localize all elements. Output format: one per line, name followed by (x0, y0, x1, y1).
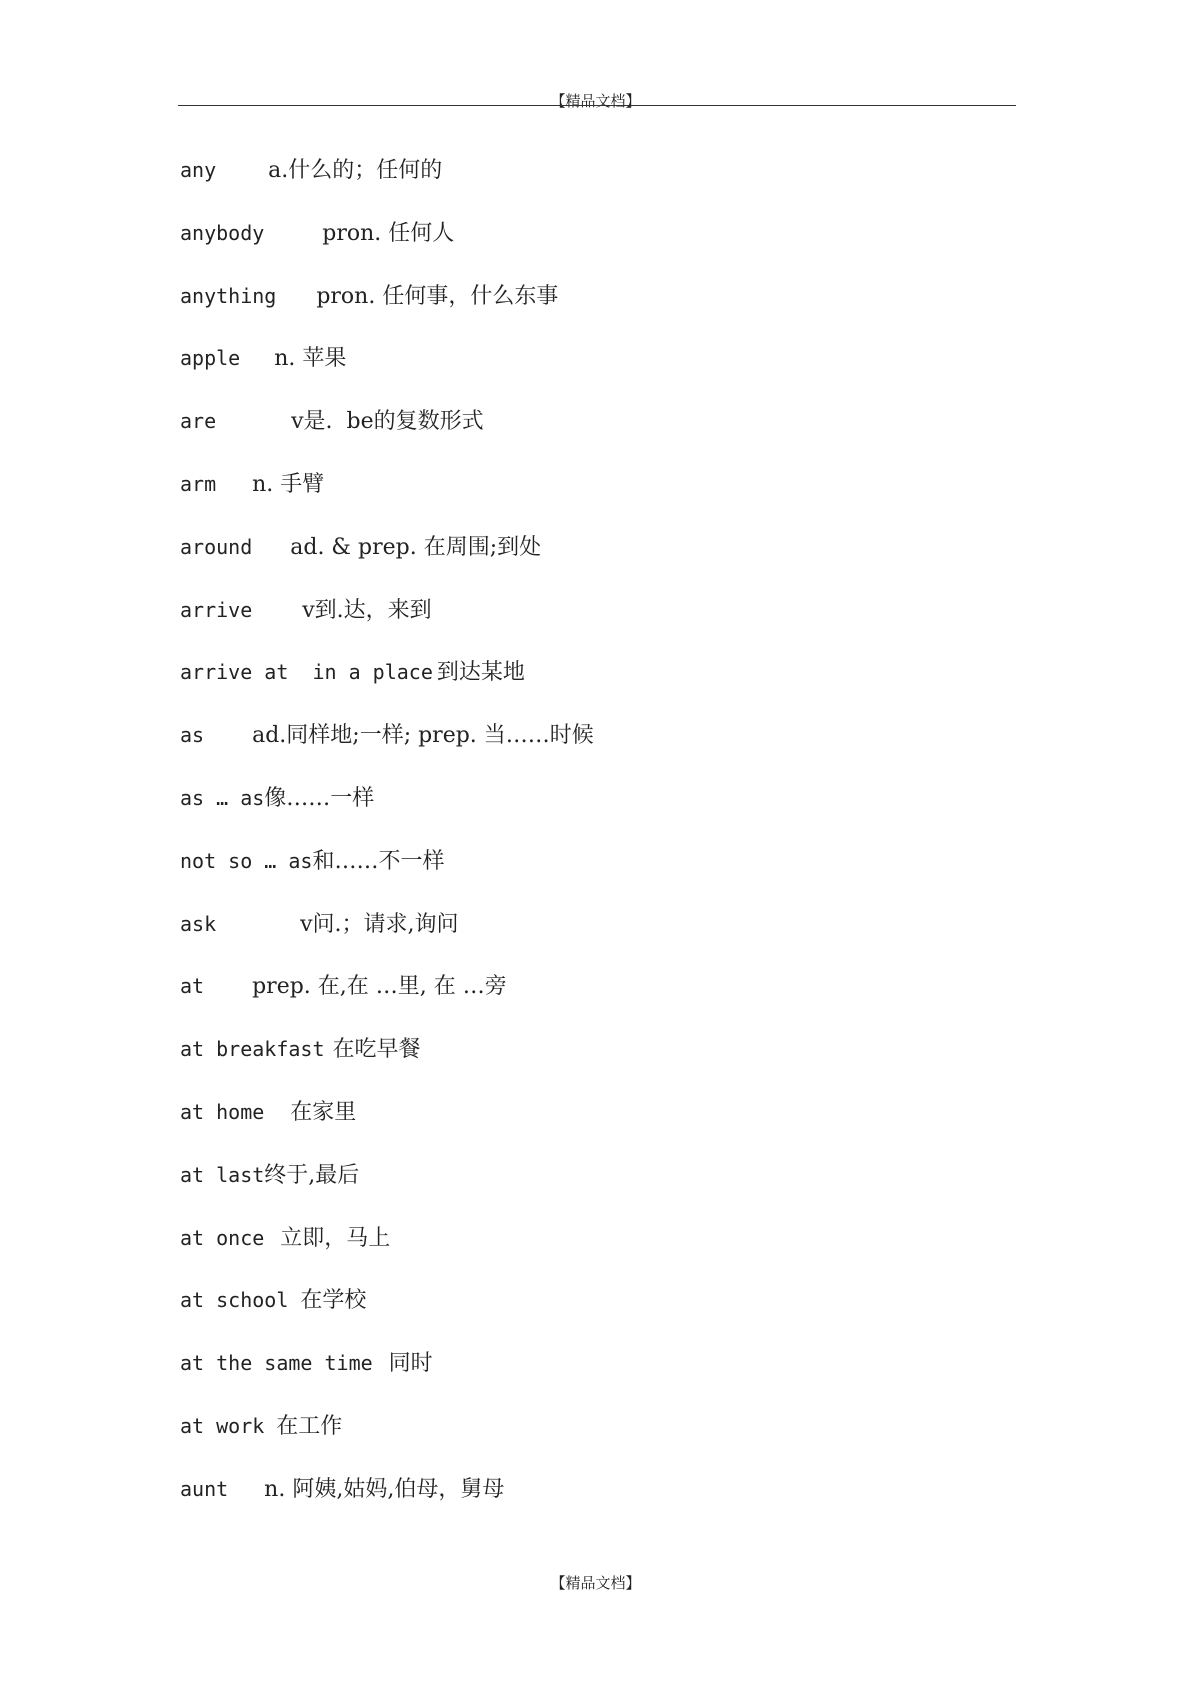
vocab-gloss: n. 阿姨,姑妈,伯母，舅母 (264, 1476, 505, 1502)
vocab-entry (180, 401, 1000, 464)
vocab-entry (180, 338, 1000, 401)
vocab-word: at last (180, 1162, 265, 1187)
vocab-entry (180, 150, 1000, 213)
vocab-gloss: a.什么的；任何的 (268, 158, 443, 183)
vocab-entry (180, 652, 1000, 715)
vocab-entry (180, 276, 1000, 339)
vocab-word: apple (180, 346, 241, 371)
vocab-entry (180, 1029, 1000, 1092)
page-footer-label: 【精品文档】 (550, 1574, 641, 1592)
vocab-entry (180, 1406, 1000, 1469)
page-header-label: 【精品文档】 (550, 92, 641, 110)
vocab-gloss: 和……不一样 (312, 848, 445, 874)
vocab-gloss: 在家里 (290, 1099, 357, 1125)
vocab-word: are (180, 409, 217, 434)
vocab-entry (180, 841, 1000, 904)
vocabulary-list (180, 150, 1000, 1532)
vocab-word: around (180, 534, 253, 559)
vocab-word: arrive at in a place (180, 660, 433, 685)
vocab-gloss: v到.达，来到 (302, 597, 432, 623)
vocab-entry (180, 213, 1000, 276)
vocab-gloss: 在工作 (276, 1413, 343, 1439)
vocab-word: at school (180, 1288, 289, 1313)
vocab-word: at work (180, 1413, 265, 1438)
vocab-entry (180, 1280, 1000, 1343)
vocab-word: at once (180, 1225, 265, 1250)
vocab-gloss: 立即，马上 (280, 1225, 391, 1251)
vocab-word: at the same time (180, 1351, 373, 1376)
vocab-entry (180, 590, 1000, 653)
vocab-entry (180, 1469, 1000, 1532)
vocab-word: as (180, 723, 205, 748)
vocab-gloss: 在学校 (300, 1288, 367, 1314)
vocab-entry (180, 527, 1000, 590)
vocab-entry (180, 464, 1000, 527)
vocab-word: at home (180, 1099, 265, 1124)
vocab-word: at breakfast (180, 1037, 325, 1062)
vocab-word: ask (180, 911, 217, 936)
vocab-entry (180, 966, 1000, 1029)
vocab-word: any (180, 158, 217, 182)
vocab-gloss: pron. 任何事，什么东事 (316, 283, 559, 309)
vocab-gloss: v是. be的复数形式 (291, 409, 484, 435)
vocab-word: anybody (180, 220, 265, 245)
vocab-gloss: prep. 在,在 …里, 在 …旁 (252, 974, 507, 1000)
vocab-gloss: 在吃早餐 (332, 1037, 421, 1063)
vocab-gloss: n. 苹果 (274, 346, 347, 372)
vocab-gloss: 像……一样 (264, 785, 375, 811)
vocab-word: arrive (180, 597, 253, 622)
vocab-gloss: 终于,最后 (264, 1162, 360, 1188)
header-divider (178, 105, 1016, 106)
vocab-entry (180, 715, 1000, 778)
vocab-word: not so … as (180, 848, 313, 873)
vocab-entry (180, 1343, 1000, 1406)
vocab-gloss: ad.同样地;一样; prep. 当……时候 (252, 723, 594, 749)
vocab-word: as … as (180, 785, 265, 810)
vocab-entry (180, 1092, 1000, 1155)
vocab-word: anything (180, 283, 277, 308)
vocab-gloss: pron. 任何人 (322, 220, 455, 246)
vocab-word: aunt (180, 1476, 229, 1501)
vocab-entry (180, 1155, 1000, 1218)
vocab-word: arm (180, 471, 217, 496)
vocab-gloss: 同时 (388, 1351, 433, 1377)
vocab-entry (180, 904, 1000, 967)
vocab-entry (180, 1218, 1000, 1281)
vocab-gloss: v问.；请求,询问 (300, 911, 459, 937)
vocab-gloss: ad. & prep. 在周围;到处 (290, 534, 542, 560)
vocab-gloss: 到达某地 (436, 660, 525, 686)
vocab-entry (180, 778, 1000, 841)
vocab-gloss: n. 手臂 (252, 471, 325, 497)
vocab-word: at (180, 974, 205, 999)
